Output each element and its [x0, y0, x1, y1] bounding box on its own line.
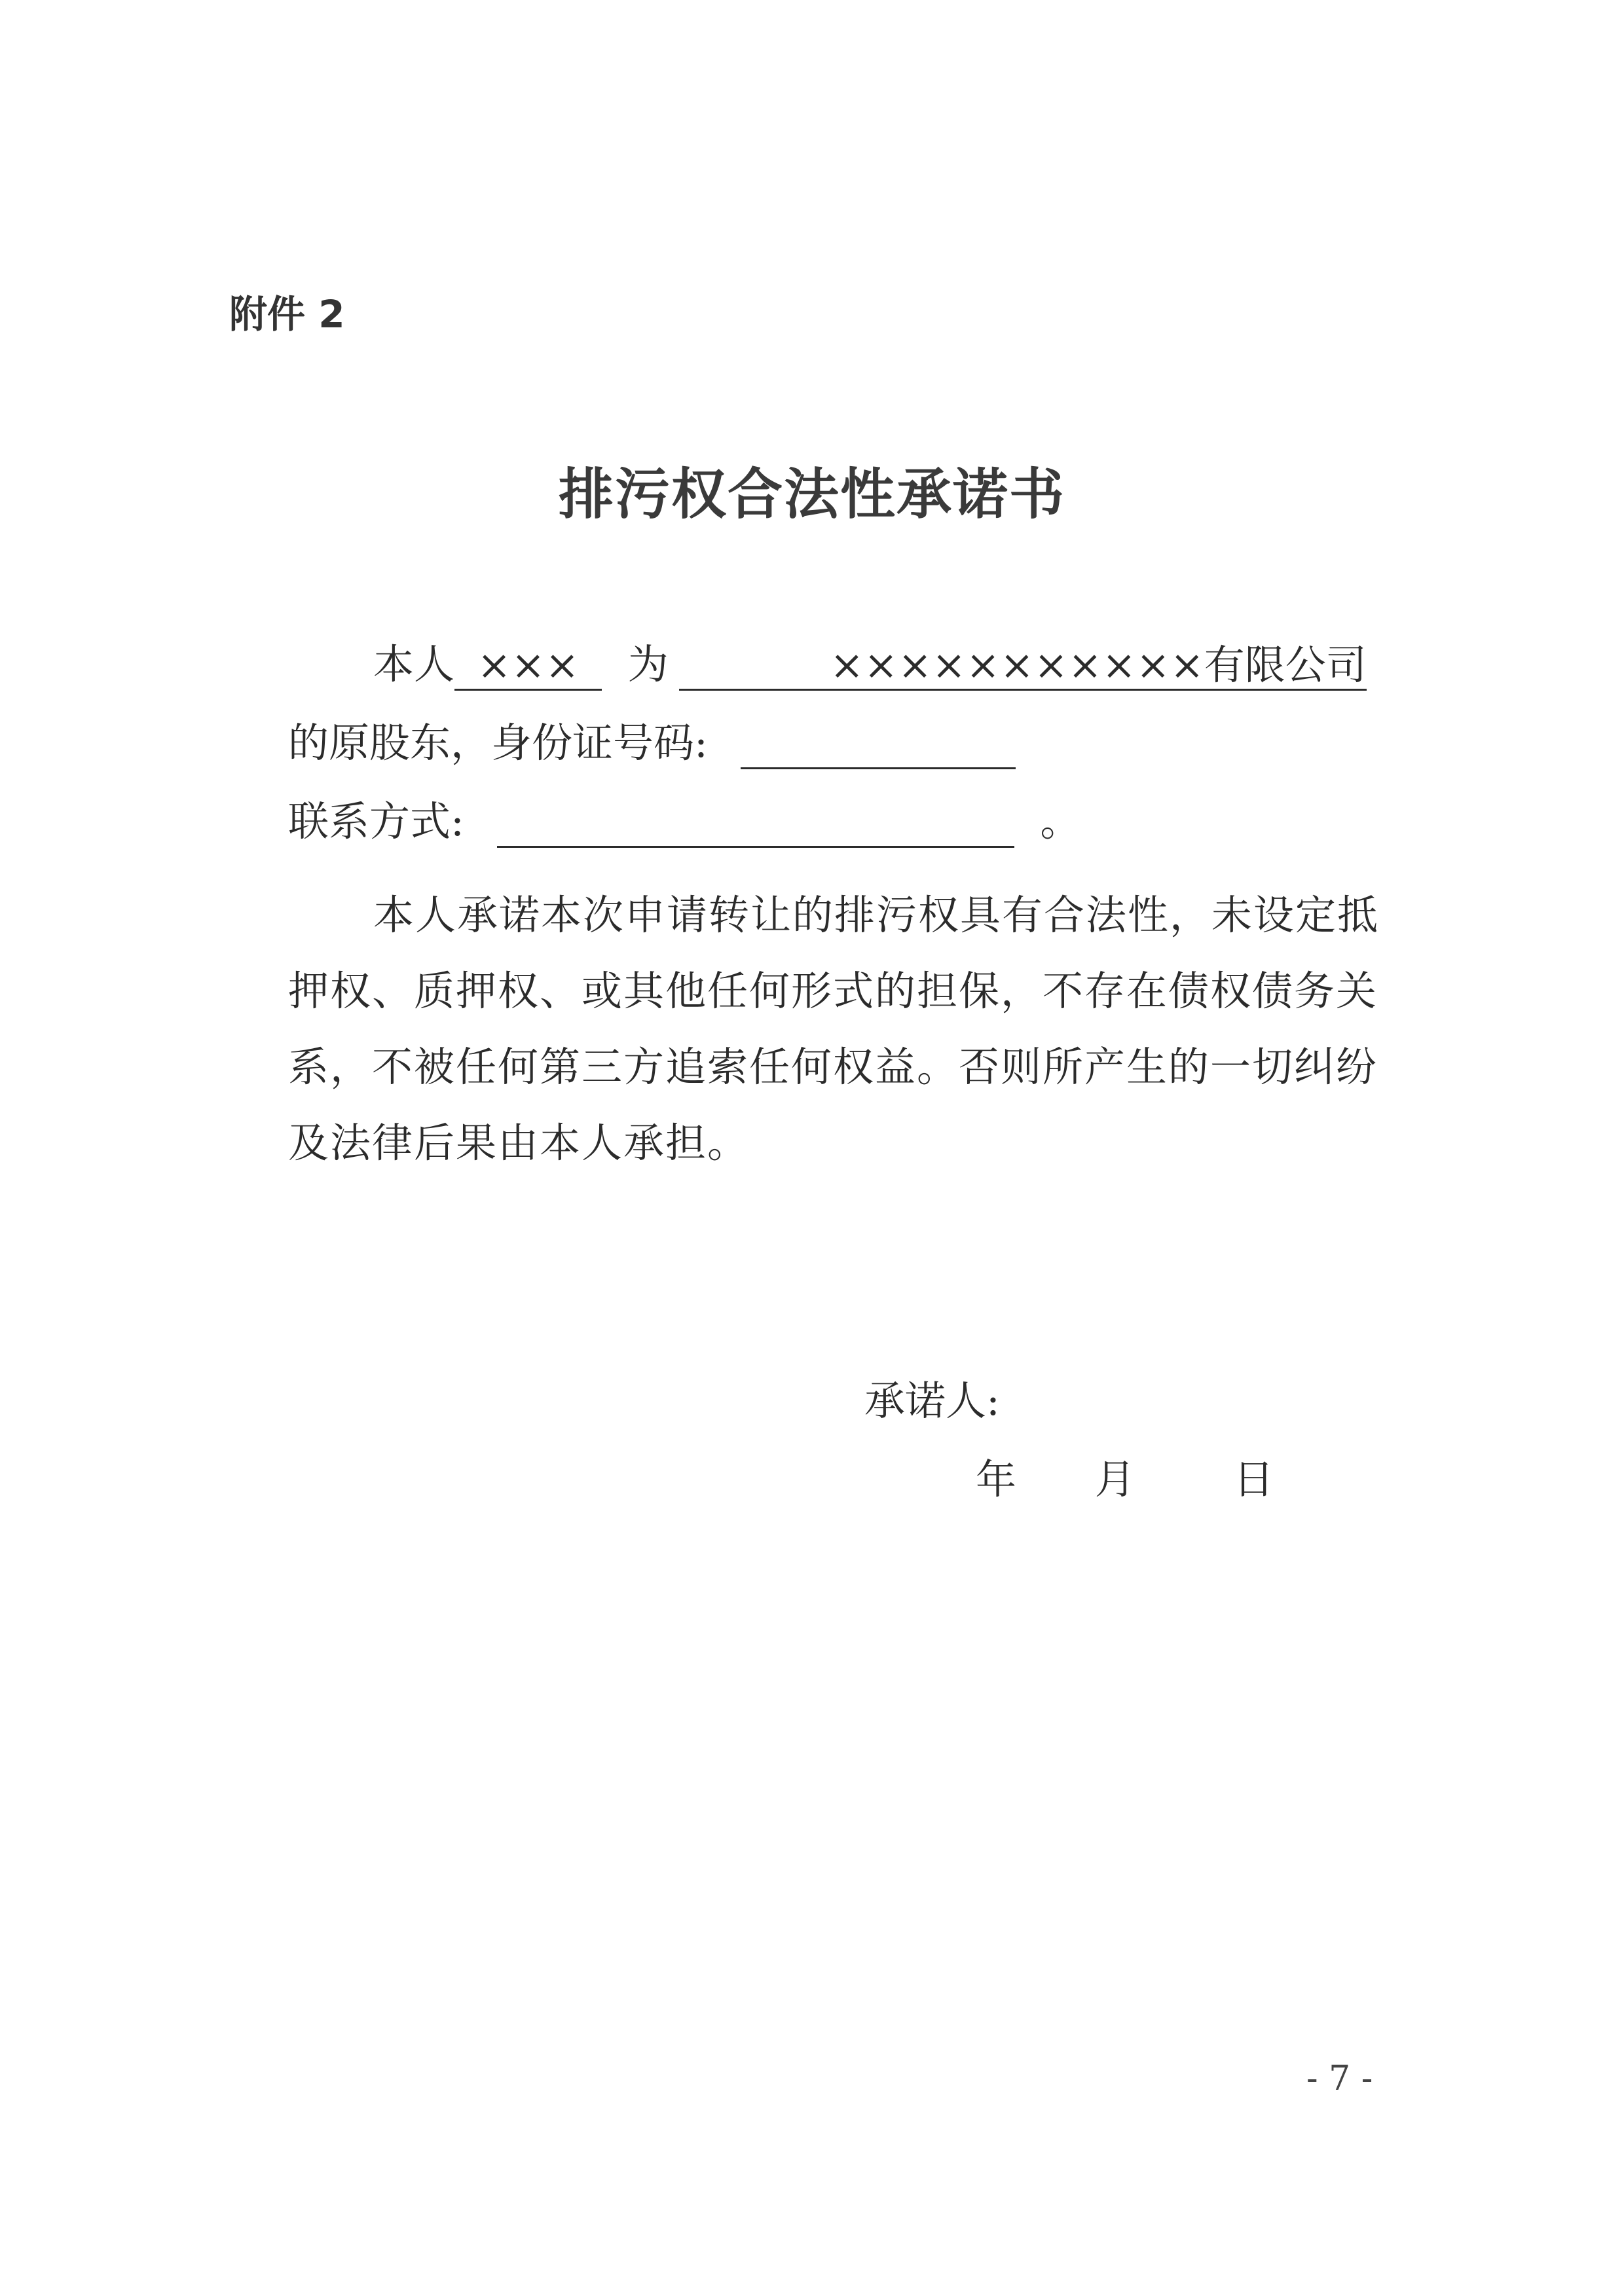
company-field: ×××××××××××有限公司 — [679, 642, 1367, 691]
year-label: 年 — [976, 1455, 1017, 1503]
day-label: 日 — [1233, 1455, 1274, 1503]
end-mark: 。 — [1040, 797, 1081, 845]
date-line — [976, 1453, 1274, 1506]
attachment-label: 附件 2 — [229, 292, 345, 337]
contact-field — [497, 846, 1014, 848]
page-number: - 7 - — [1306, 2059, 1373, 2098]
contact-label: 联系方式: — [288, 797, 464, 845]
id-number-field — [741, 767, 1016, 769]
intro-line-2 — [288, 717, 1016, 769]
document-title: 排污权合法性承诺书 — [558, 462, 1065, 526]
intro-line-1 — [373, 638, 1367, 691]
commitment-paragraph: 本人承诺本次申请转让的排污权具有合法性，未设定抵押权、质押权、或其他任何形式的担保，不存在债权债务关系，不被任何第三方追索任何权益。否则所产生的一切纠纷及法律后果由本人承担。 — [288, 891, 1380, 1167]
intro-line-3 — [288, 795, 1080, 848]
self-prefix: 本人 — [373, 640, 455, 688]
shareholder-text: 的原股东，身份证号码: — [288, 719, 708, 767]
promisor-label: 承诺人: — [864, 1377, 1000, 1425]
name-field: ××× — [454, 642, 602, 691]
month-label: 月 — [1094, 1455, 1135, 1503]
as-word: 为 — [627, 640, 669, 688]
